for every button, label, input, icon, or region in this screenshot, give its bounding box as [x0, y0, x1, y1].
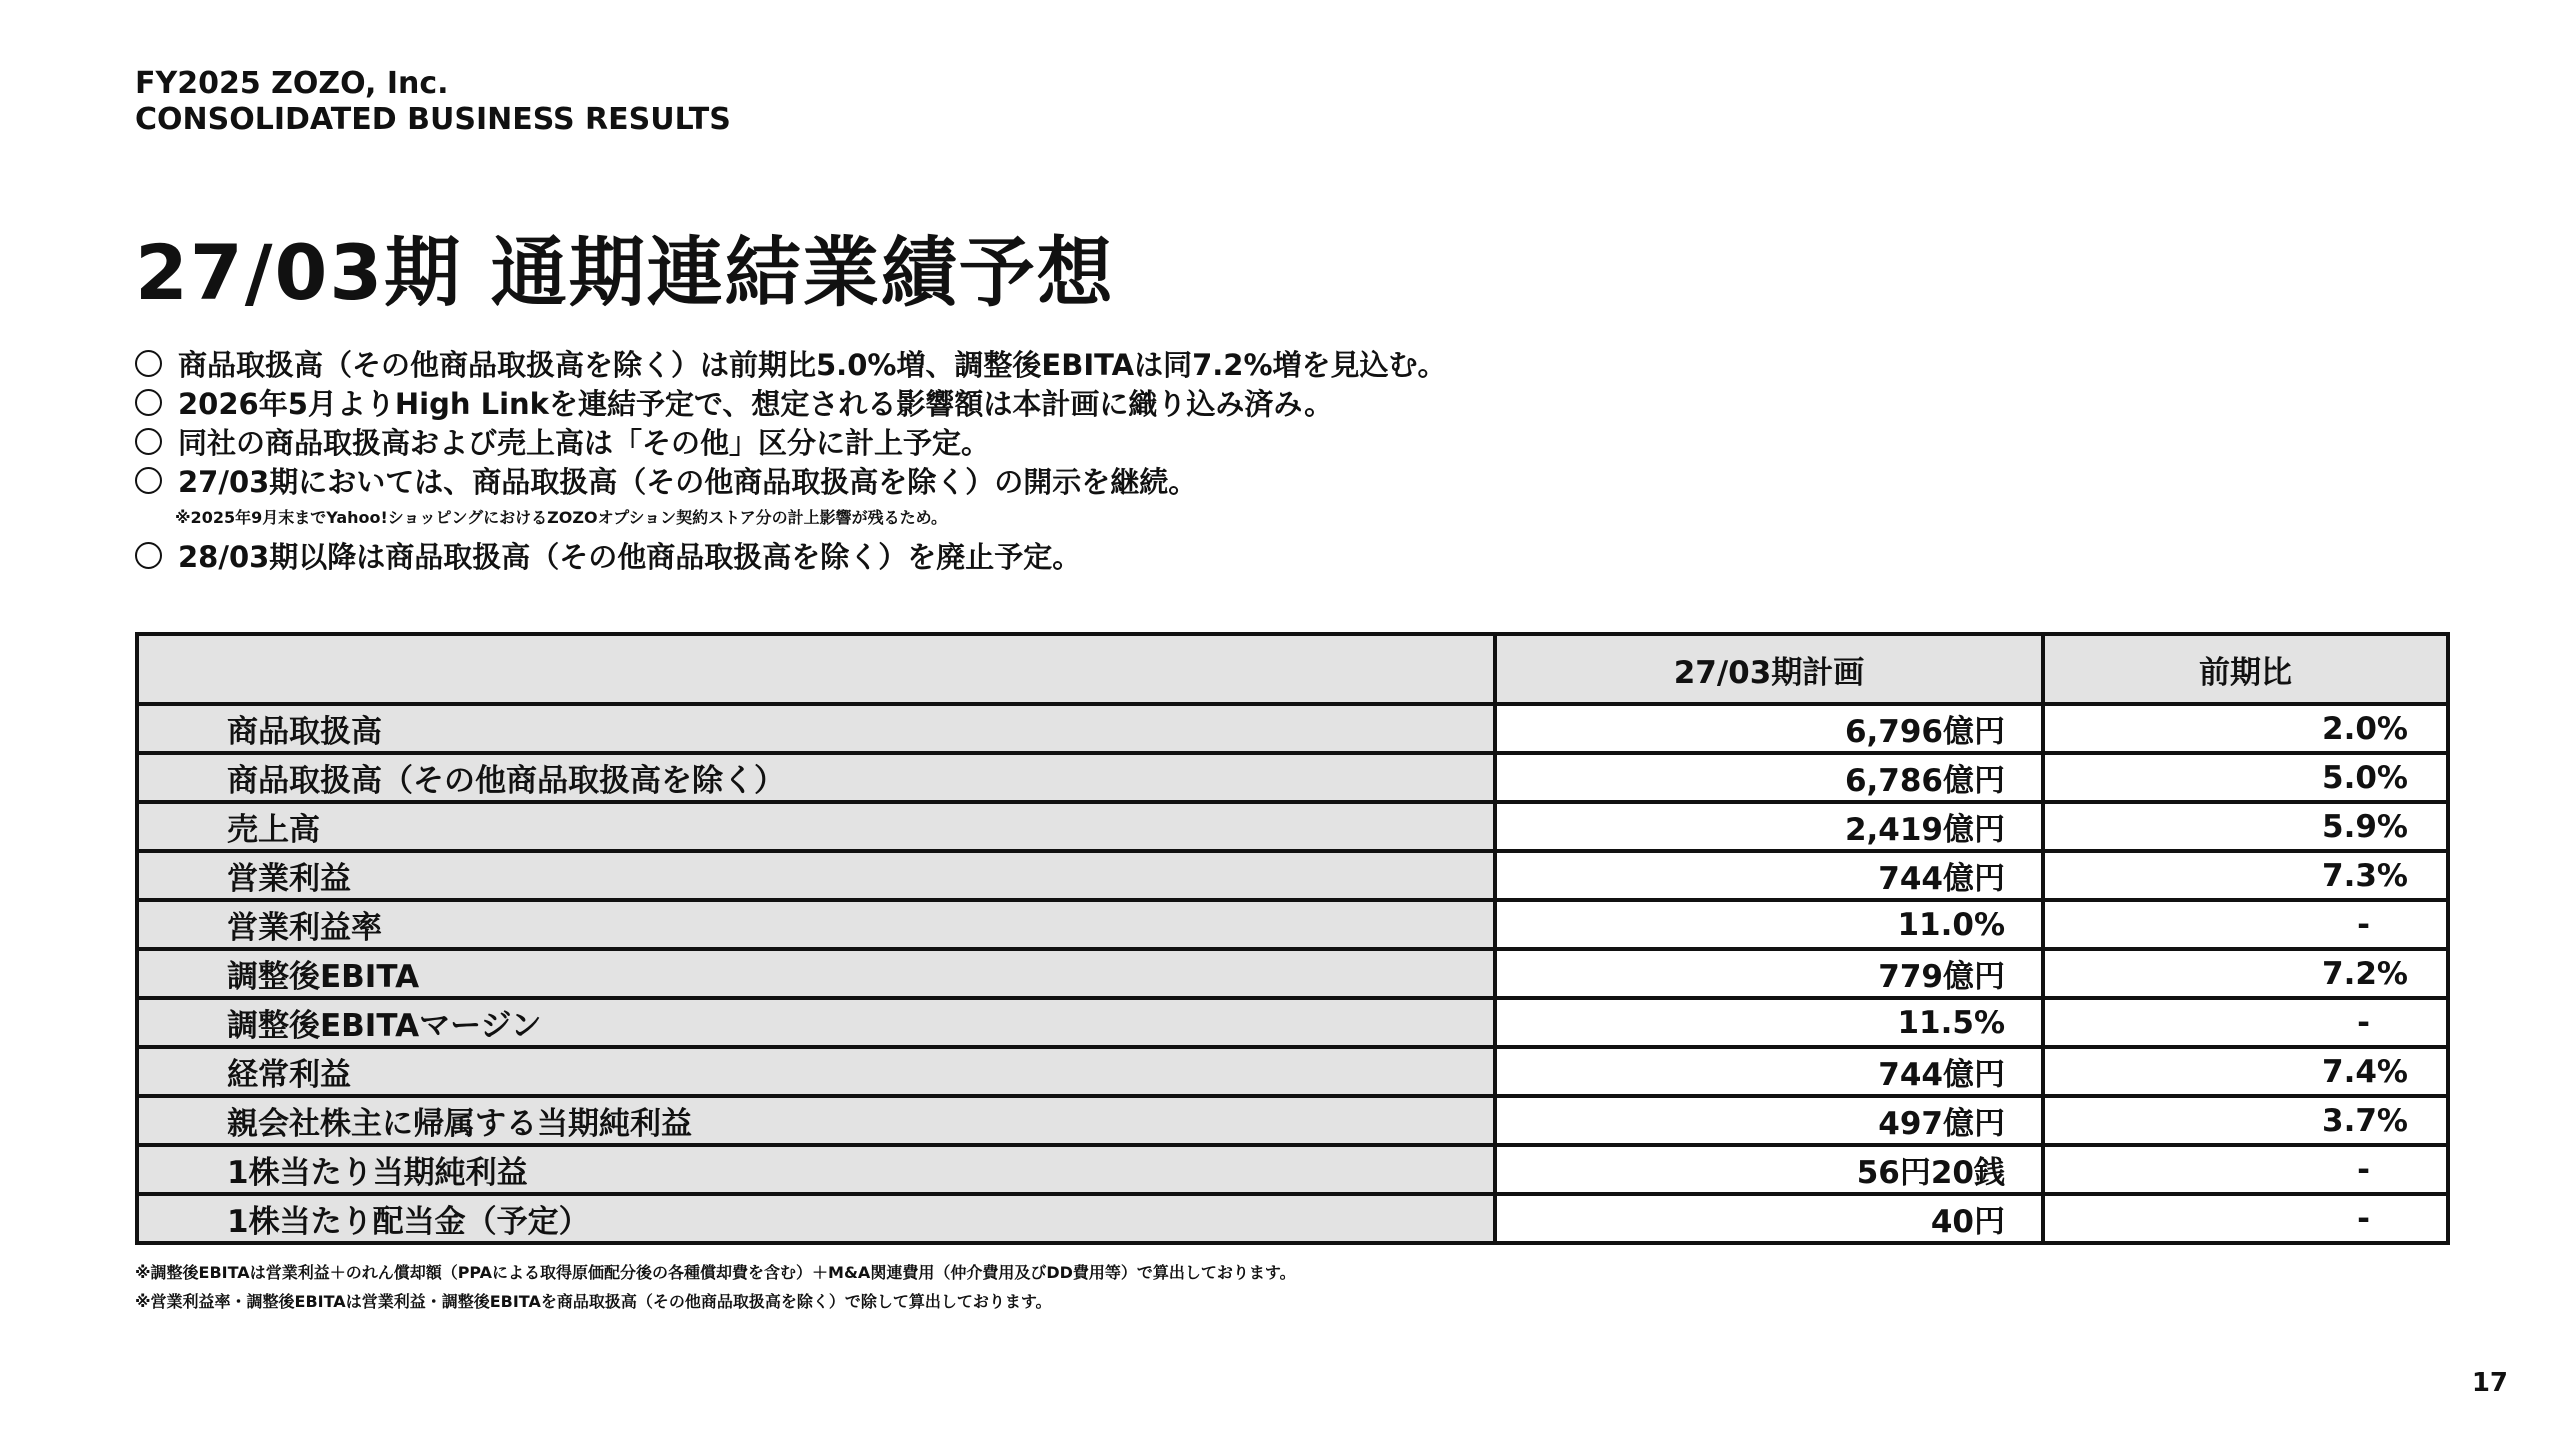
row-plan-value: 779億円 — [1495, 949, 2043, 998]
bullet-text: 同社の商品取扱高および売上高は「その他」区分に計上予定。 — [178, 426, 991, 460]
circle-bullet-icon — [135, 350, 162, 377]
row-label: 1株当たり配当金（予定） — [137, 1194, 1495, 1243]
row-label: 営業利益 — [137, 851, 1495, 900]
row-yoy-value: 5.0% — [2043, 753, 2448, 802]
row-yoy-value: 7.2% — [2043, 949, 2448, 998]
row-yoy-value: 3.7% — [2043, 1096, 2448, 1145]
table-row — [137, 753, 2448, 802]
table-row — [137, 998, 2448, 1047]
row-plan-value: 56円20銭 — [1495, 1145, 2043, 1194]
row-label: 調整後EBITAマージン — [137, 998, 1495, 1047]
row-plan-value: 11.5% — [1495, 998, 2043, 1047]
forecast-table — [135, 632, 2450, 1245]
row-yoy-value: - — [2043, 998, 2448, 1047]
row-yoy-value: 2.0% — [2043, 704, 2448, 753]
table-row — [137, 1145, 2448, 1194]
row-label: 調整後EBITA — [137, 949, 1495, 998]
header-cell-yoy: 前期比 — [2043, 634, 2448, 704]
circle-bullet-icon — [135, 542, 162, 569]
circle-bullet-icon — [135, 467, 162, 494]
circle-bullet-icon — [135, 389, 162, 416]
row-label: 経常利益 — [137, 1047, 1495, 1096]
row-label: 親会社株主に帰属する当期純利益 — [137, 1096, 1495, 1145]
row-yoy-value: - — [2043, 1194, 2448, 1243]
row-plan-value: 6,796億円 — [1495, 704, 2043, 753]
row-plan-value: 497億円 — [1495, 1096, 2043, 1145]
row-plan-value: 2,419億円 — [1495, 802, 2043, 851]
header-subtitle: CONSOLIDATED BUSINESS RESULTS — [135, 102, 731, 137]
row-label: 営業利益率 — [137, 900, 1495, 949]
row-label: 商品取扱高（その他商品取扱高を除く） — [137, 753, 1495, 802]
row-yoy-value: 7.3% — [2043, 851, 2448, 900]
row-plan-value: 744億円 — [1495, 851, 2043, 900]
page-number: 17 — [2471, 1368, 2508, 1398]
row-plan-value: 744億円 — [1495, 1047, 2043, 1096]
bullet-note: ※2025年9月末までYahoo!ショッピングにおけるZOZOオプション契約ストア分の計上影響が残るため。 — [175, 508, 948, 527]
report-header — [135, 66, 731, 138]
bullet-item — [135, 344, 1635, 383]
bullet-item — [135, 383, 1635, 422]
bullet-text: 28/03期以降は商品取扱高（その他商品取扱高を除く）を廃止予定。 — [178, 540, 1082, 574]
table-row — [137, 851, 2448, 900]
footnote: ※営業利益率・調整後EBITAは営業利益・調整後EBITAを商品取扱高（その他商品取扱高を除く）で除して算出しております。 — [135, 1292, 1052, 1311]
bullet-text: 27/03期においては、商品取扱高（その他商品取扱高を除く）の開示を継続。 — [178, 465, 1198, 499]
row-yoy-value: - — [2043, 900, 2448, 949]
table-row — [137, 1194, 2448, 1243]
row-label: 商品取扱高 — [137, 704, 1495, 753]
table-row — [137, 949, 2448, 998]
table-header-row — [137, 634, 2448, 704]
bullet-item — [135, 536, 1635, 575]
bullet-item — [135, 461, 1635, 500]
page-title: 27/03期 通期連結業績予想 — [135, 228, 1115, 317]
row-yoy-value: 5.9% — [2043, 802, 2448, 851]
row-plan-value: 11.0% — [1495, 900, 2043, 949]
row-yoy-value: - — [2043, 1145, 2448, 1194]
row-label: 売上高 — [137, 802, 1495, 851]
table-row — [137, 1047, 2448, 1096]
row-label: 1株当たり当期純利益 — [137, 1145, 1495, 1194]
row-plan-value: 40円 — [1495, 1194, 2043, 1243]
table-row — [137, 1096, 2448, 1145]
bullet-text: 2026年5月よりHigh Linkを連結予定で、想定される影響額は本計画に織り込み済み。 — [178, 387, 1334, 421]
bullet-text: 商品取扱高（その他商品取扱高を除く）は前期比5.0%増、調整後EBITAは同7.2%増を見込む。 — [178, 348, 1447, 382]
table-row — [137, 802, 2448, 851]
header-company: FY2025 ZOZO, Inc. — [135, 66, 449, 101]
row-yoy-value: 7.4% — [2043, 1047, 2448, 1096]
table-row — [137, 900, 2448, 949]
bullet-item — [135, 422, 1635, 461]
header-cell-label — [137, 634, 1495, 704]
header-cell-plan: 27/03期計画 — [1495, 634, 2043, 704]
bullet-list — [135, 344, 1635, 575]
row-plan-value: 6,786億円 — [1495, 753, 2043, 802]
footnotes — [135, 1258, 1296, 1316]
circle-bullet-icon — [135, 428, 162, 455]
table-row — [137, 704, 2448, 753]
footnote: ※調整後EBITAは営業利益＋のれん償却額（PPAによる取得原価配分後の各種償却費を含む）＋M&A関連費用（仲介費用及びDD費用等）で算出しております。 — [135, 1263, 1296, 1282]
